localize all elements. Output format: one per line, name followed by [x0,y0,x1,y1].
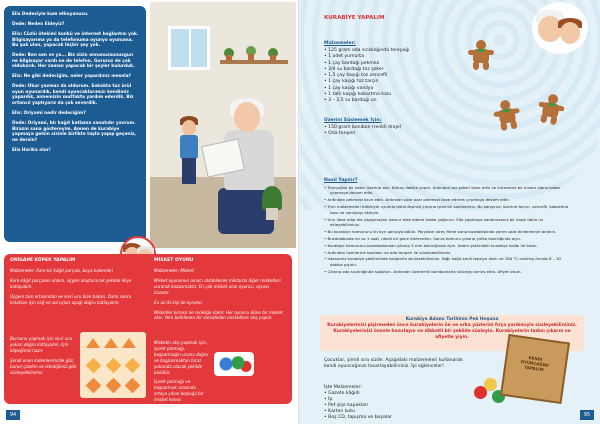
list-item: • İp [324,397,392,403]
origami-step: Kare kâğıt parçasını alalım, üçgen oluşturacak şekilde ikiye katlayalım. [10,277,132,289]
marbles-materials: Malzemeler: Misket [154,268,194,273]
decoration-list [324,125,401,138]
grandpa-reading-illustration [150,2,296,248]
origami-text [10,268,146,310]
story-line: Elis Harika olur! [12,147,51,153]
list-item: • Bu kurabiye hamurunu iki ayrı parçaya bölün. Parçaları streç filme sarıp buzdolabında yarım saat dinlenmeye bırakın. [324,229,572,234]
list-item: • İsterseniz kurabiye şekillerinde kalıplarla da kesebilirsiniz. Yağlı kağıt serili tepsiye dizin ve 180 °C ısıtılmış fırında 8 – 10 dakika pişirin. [324,256,572,267]
materials-heading: İşte Malzemeler: [324,385,362,390]
list-item: • Karton kutu [324,409,392,415]
marbles-step: Misket oyununun amacı atılabilecek miktarda diğer misketleri vurarak kazanmaktır. En çok misket alan oyuncu, oyunu kazanır. [154,277,281,295]
ingredients-heading: Malzemeler: [324,41,356,46]
left-page [0,0,300,430]
list-item: • 1,5 çay kaşığı toz zencefil [324,73,409,79]
story-line: Elis: Ne gibi dedeciğim, neler yapardınız mesela? [12,74,131,80]
story-line: Dede: Oriyami, bir kağıt katlama sanatıdır yavrum. Birazın sana göstereyim. Annen de kurabiye yapmaya gelsin sizinle birlikte taşta yapıp geçeniz, ne dersin? [12,121,137,143]
page-number: 94 [6,410,20,420]
marbles-step: Misketin atış yapmak için, işaret parmağı, başparmağın ucuna doğru ve başparmaktan biraz yukarıda olacak şekilde bükülür. [154,340,208,375]
list-item: • 3/4 su bardağı toz şeker [324,67,409,73]
right-page [300,0,600,424]
toy-box-illustration [500,334,570,404]
marbles-text [154,268,286,325]
list-item: • 125 gram oda sıcaklığında tereyağı [324,48,409,54]
origami-materials: Malzemeler: Kare bir kâğıt parçası, boya kalemleri [10,268,113,273]
marbles-step: İşaret parmağı ve başparmak arasında ortaya çıkan boşluğa bir misket konur. [154,379,204,403]
window-illustration [168,26,210,70]
materials-list [324,391,392,421]
page-number: 95 [580,410,594,420]
marbles-illustration [214,352,254,376]
list-item: • Tereyağını bir kabın üzerine alın. Birkaç dakika çırpın. Ardından toz şekeri ilave edin ve kremsime bir kıvam olana kadar çırpmaya devam edin. [324,185,572,196]
origami-step: Burnunu yapmak için sivri ucu yukarı doğru katlayalım. İçin köpeğimiz hazır. [10,336,73,353]
origami-title: ORİGAMİ KÖPEK YAPALIM [10,258,76,263]
recipe-title: KURABİYE YAPALIM [324,15,385,21]
story-line: Elis: Cüzlü ötekimi konkü ve internet bağlantısı yok. Bilgisayarıma ya da telefonuma oyunyo oyunuma. Bu şuk ulon, yapacak hiçbir şey yok. [12,31,139,49]
note-body: Kurabiyelerinizi pişirmeden önce kurabiyelerin ön ve arka yüzlerini fırça yardımıyla süsleyebilirsiniz. Kurabiyelerinizi özenle hazırlayın ve dikkatli bir şekilde süsleyin. Kurabiyelerin tadını çıkarın ve afiyetle yiyin. [327,322,577,340]
list-item: • 150 gram bonibon (renkli draje) [324,125,401,131]
list-item: • Ardından pekmezi ilave edin. Ardından azar azar pekmezi ilave ederek çırpmaya devam edin. [324,197,572,202]
list-item: • 3 – 3,5 su bardağı un [324,98,409,104]
story-line: Dede: Okur yazmaz da oldurum. Sokakta tuz ürül oyun oyunardık, kendi oyuncaklarımızı kendimiz yapardık, annemizin mutfakta yardım ederdik. Biz ortancıl yaptıyarız da çok severdik. [12,84,134,107]
list-item: • Unu ilave edip ele yapışmayan hamur elde edene kadar yoğurun. Elle yapmaya zorlanırsanız bir kaşık daha un ekleyebilirsiniz. [324,217,572,228]
gingerbread-illustration [468,40,494,70]
list-item: • Çıkarıp oda sıcaklığında soğutun. Ardından üzerlerini bonibonlarla süsleyip servis edin. Afiyet olsun. [324,269,572,274]
list-item: • 1 tatlı kaşığı kabartma tozu [324,92,409,98]
origami-step: Üçgeni tam ortasından ve sivri ucu bize bakan. Daha sonra kulakları için sağ ve sol uçları aşağı doğru katlayalım. [10,293,132,305]
list-item: • Tüm malzemeleri birbiriyle uyumlu bütünleşince çırpma işlemini sonlandırın. Bu karışımın üzerine tarçın, zencefil, kabartma tozu ve vanilyayı ekleyin. [324,204,572,215]
toy-box-label: KENDİ OYUNCAĞINI YAPALIM [520,355,550,373]
list-item: • 1 çay bardağı pekmez [324,61,409,67]
marbles-step: Başparmak hızla ileri itilerek misket hedefe doğru atılır. Vurulan misketler toplanır. [154,407,199,430]
list-item: • Oda tenperi [324,131,401,137]
list-item: • Gazete kâğıdı [324,391,392,397]
steps-list [324,185,572,276]
list-item: • 1 adet yumurta [324,54,409,60]
origami-text-cont [10,336,78,379]
list-item: • Kurabiye hamurunu buzdolabından çıkarıp 5 mm kalınlığında açın. Adam şeklindeki kurabiye kalıbı ile kesin. [324,243,572,248]
list-item: • Boş CD, tapışma ve boyalar [324,415,392,421]
story-line: Elis: Oriyami nedir dedeciğim? [12,111,86,117]
steps-heading: Nasıl Yapılır? [324,178,358,183]
origami-dog-illustration [80,332,146,398]
invite-text: Çocuklar, şimdi sıra sizde. Aşağıdaki malzemeleri kullanarak kendi oyuncağınızı tasarlayabilirsiniz. İyi eğlenceler! [324,358,463,369]
gingerbread-illustration [492,98,523,132]
marbles-title: MİSKET OYUNU [154,258,194,263]
note-title: Kurabiye Adamı Tarihinin Pek Hoşuna [405,317,499,322]
marbles-text-cont [154,340,210,435]
decoration-heading: Üzerini Süslemek İçin: [324,118,382,123]
list-item: • 1 çay kaşığı toz tarçın [324,79,409,85]
story-line: Dede: Ben sen ve ya... Biz sizin annanuzsunuzgun ne bilgisayar vardı ne de telefon. Gururuz de çok oldukarık. Her zaman yapacak bir şeyler bulurduk. [12,53,135,70]
marbles-step: Misketler kırmızı ile renkliğe dairir. Her oyuncu düne bir misket atar. Yere belirlenen bir mesafeden misketlere atış yapılır. [154,309,283,321]
list-item: • Ardından üzerlerine bonibon ve oda tenperi ile süsleyebilirsiniz. [324,250,572,255]
story-line: Dede: Neden Eldeyiz? [12,21,65,27]
list-item: • Buzdolabında en az 1 saat, ideali bir gece dinlendirin. Sonra hamuru çıkarıp yufka kalınlığında açın. [324,236,572,241]
list-item: • Pet şişe kapakları [324,403,392,409]
kids-portrait [532,2,588,54]
marbles-step: En az iki kişi ile oynanır. [154,299,203,305]
ingredients-list [324,48,409,105]
story-line: Elis Dedesiyle kum etkoyanuzu. [12,12,89,17]
origami-step: Şimdi onun kalemlerimizle göz, burun çizelim ve istediğimiz gibi süsleyebilirsiniz. [10,357,77,375]
list-item: • 1 çay kaşığı vanilya [324,86,409,92]
story-panel [4,6,146,242]
